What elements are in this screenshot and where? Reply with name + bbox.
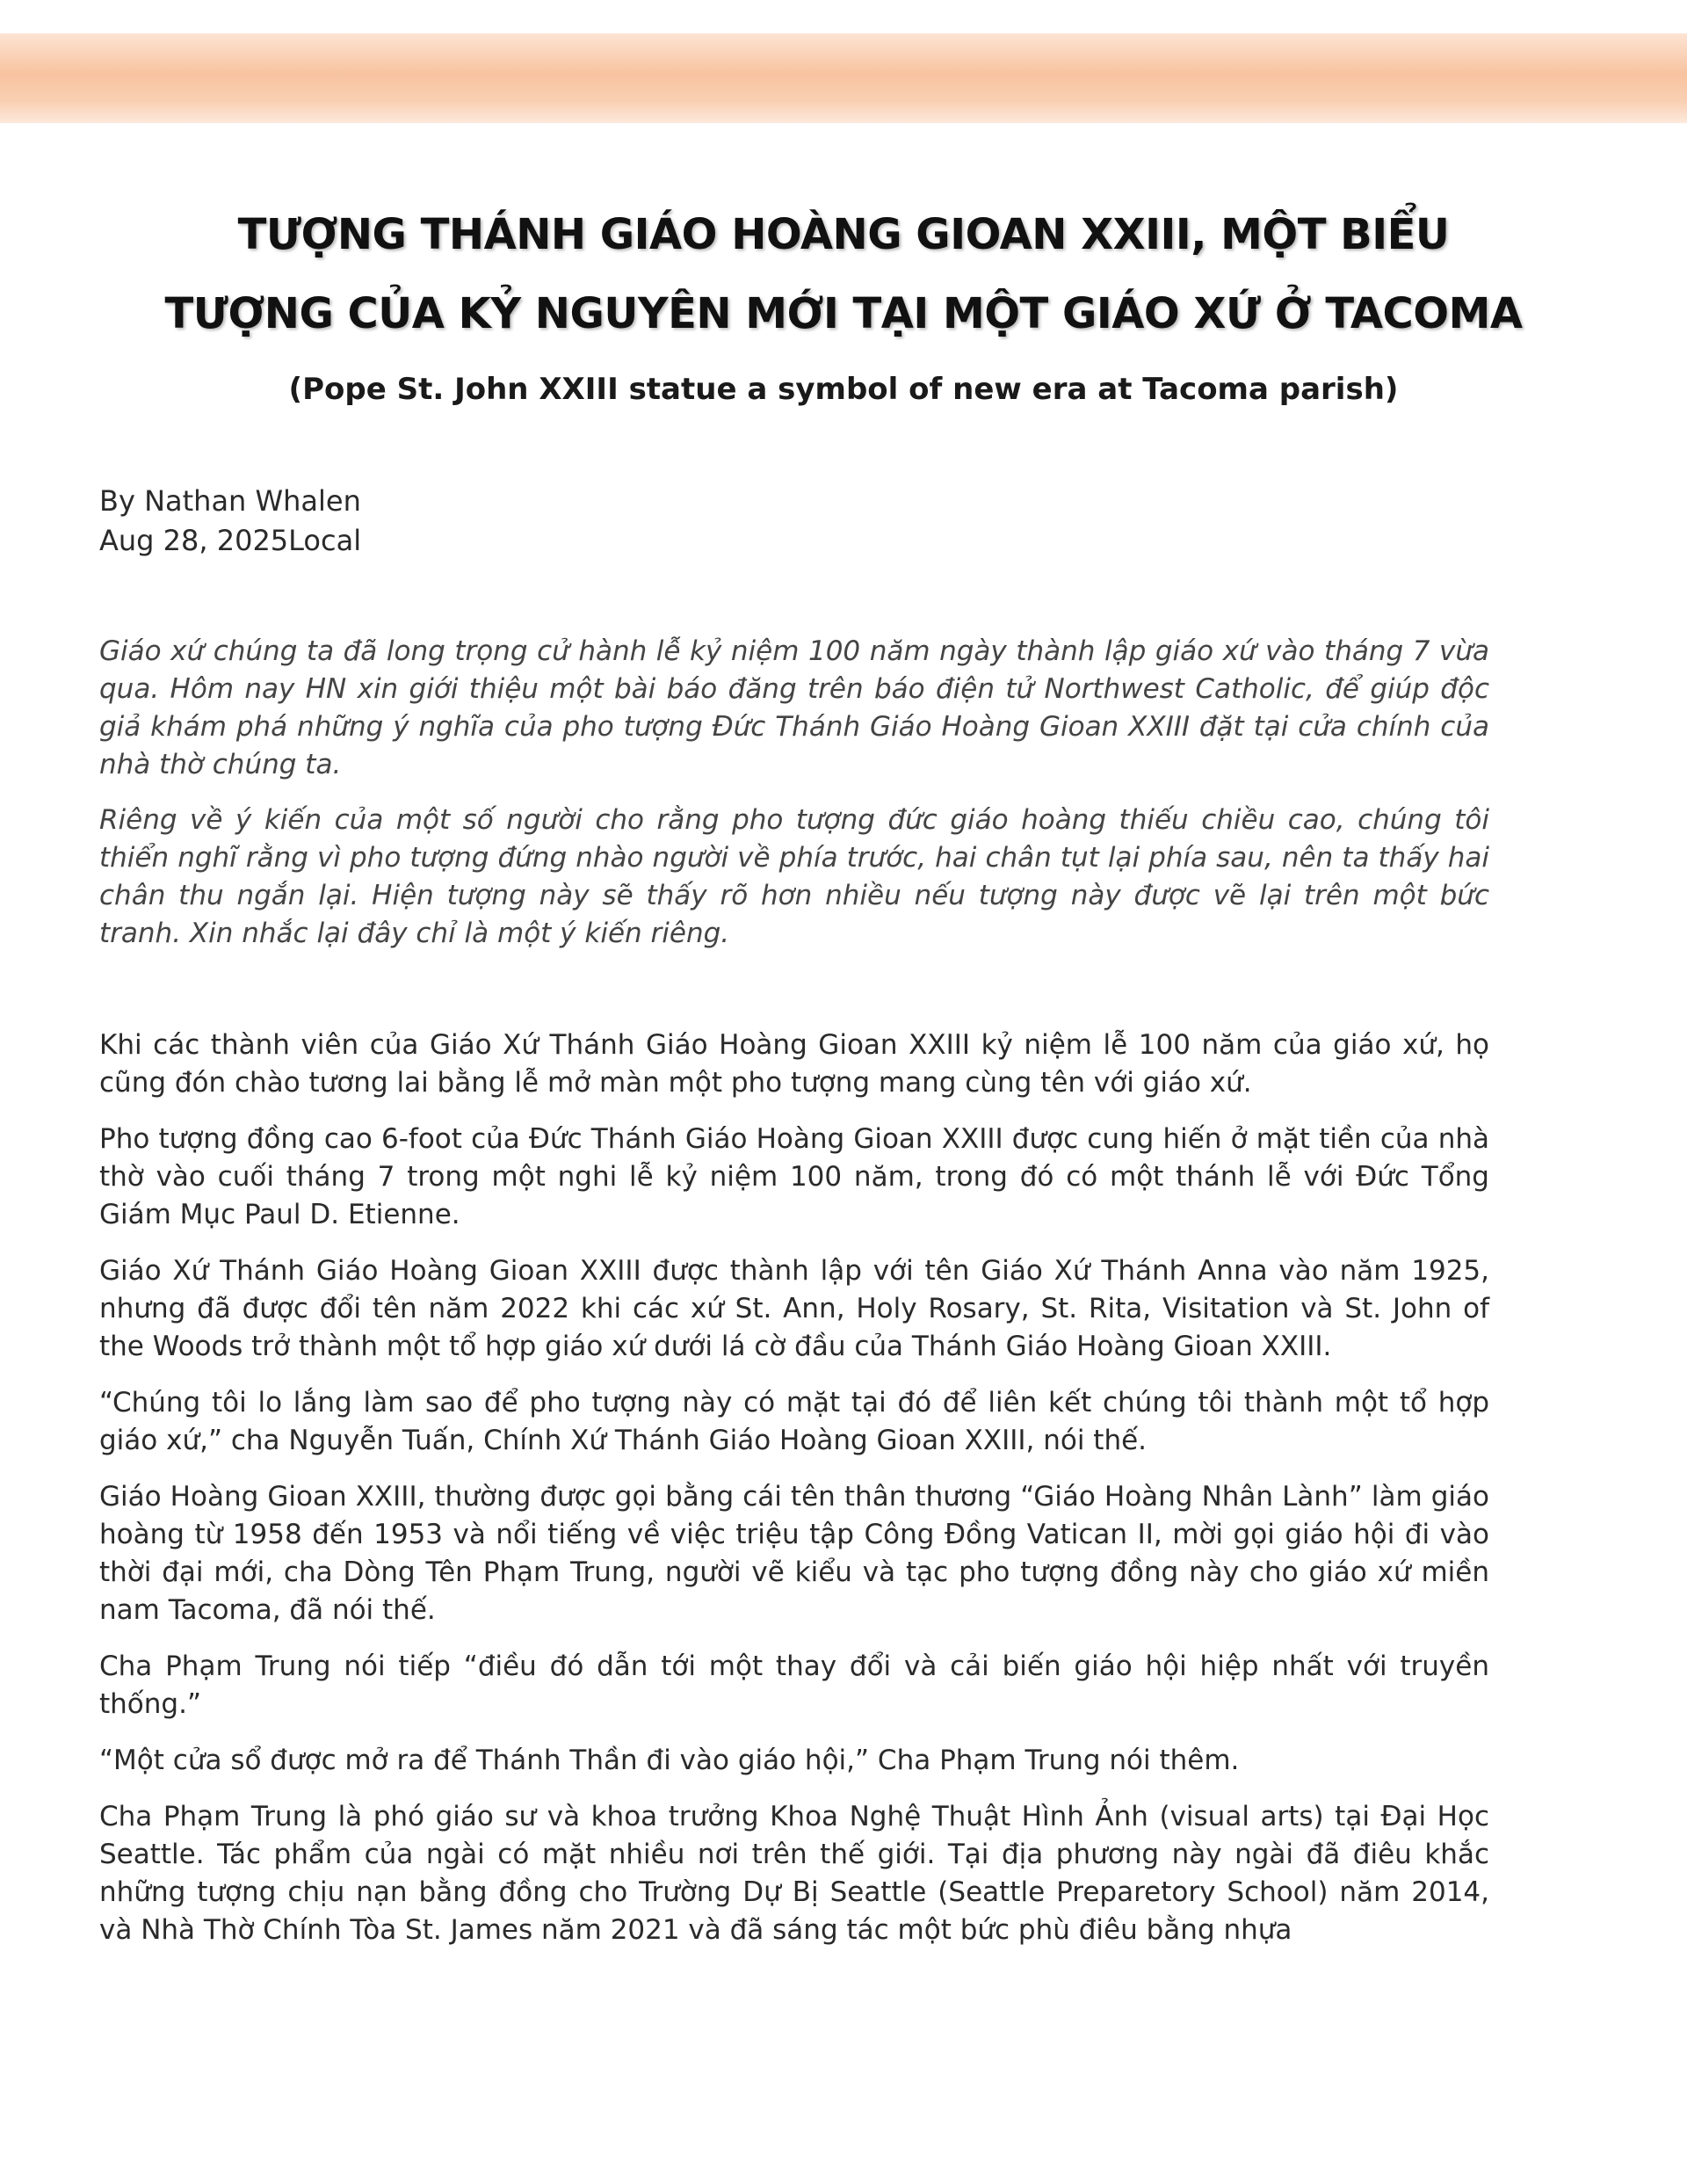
- body-paragraph: Pho tượng đồng cao 6-foot của Đức Thánh Giáo Hoàng Gioan XXIII được cung hiến ở mặt tiền của nhà thờ vào cuối tháng 7 trong một nghi lễ kỷ niệm 100 năm, trong đó có một thánh lễ với Đức Tổng Giám Mục Paul D. Etienne.: [99, 1123, 1489, 1230]
- body-paragraph: Khi các thành viên của Giáo Xứ Thánh Giáo Hoàng Gioan XXIII kỷ niệm lễ 100 năm của giáo xứ, họ cũng đón chào tương lai bằng lễ mở màn một pho tượng mang cùng tên với giáo xứ.: [99, 1029, 1489, 1099]
- body-paragraph: Giáo Hoàng Gioan XXIII, thường được gọi bằng cái tên thân thương “Giáo Hoàng Nhân Lành” làm giáo hoàng từ 1958 đến 1953 và nổi tiếng về việc triệu tập Công Đồng Vatican II, mời gọi giáo hội đi vào thời đại mới, cha Dòng Tên Phạm Trung, người vẽ kiểu và tạc pho tượng đồng này cho giáo xứ miền nam Tacoma, đã nói thế.: [99, 1481, 1489, 1626]
- byline-block: [99, 482, 978, 561]
- intro-paragraph: Giáo xứ chúng ta đã long trọng cử hành lễ kỷ niệm 100 năm ngày thành lập giáo xứ vào tháng 7 vừa qua. Hôm nay HN xin giới thiệu một bài báo đăng trên báo điện tử Northwest Catholic, để giúp độc giả khám phá những ý nghĩa của pho tượng Đức Thánh Giáo Hoàng Gioan XXIII đặt tại cửa chính của nhà thờ chúng ta.: [99, 635, 1489, 780]
- author-line: By Nathan Whalen: [99, 484, 361, 518]
- date-line: Aug 28, 2025Local: [99, 524, 362, 557]
- body-paragraph: “Một cửa sổ được mở ra để Thánh Thần đi vào giáo hội,” Cha Phạm Trung nói thêm.: [99, 1745, 1240, 1776]
- title-line-2: TƯỢNG CỦA KỶ NGUYÊN MỚI TẠI MỘT GIÁO XỨ Ở TACOMA: [164, 289, 1523, 338]
- article-body: [99, 1027, 1489, 1968]
- header-band: [0, 33, 1687, 123]
- body-paragraph: Giáo Xứ Thánh Giáo Hoàng Gioan XXIII được thành lập với tên Giáo Xứ Thánh Anna vào năm 1925, nhưng đã được đổi tên năm 2022 khi các xứ St. Ann, Holy Rosary, St. Rita, Visitation và St. John of the Woods trở thành một tổ hợp giáo xứ dưới lá cờ đầu của Thánh Giáo Hoàng Gioan XXIII.: [99, 1255, 1489, 1362]
- body-paragraph: Cha Phạm Trung là phó giáo sư và khoa trưởng Khoa Nghệ Thuật Hình Ảnh (visual arts) tại Đại Học Seattle. Tác phẩm của ngài có mặt nhiều nơi trên thế giới. Tại địa phương này ngài đã điêu khắc những tượng chịu nạn bằng đồng cho Trường Dự Bị Seattle (Seattle Preparetory School) năm 2014, và Nhà Thờ Chính Tòa St. James năm 2021 và đã sáng tác một bức phù điêu bằng nhựa: [99, 1801, 1489, 1946]
- article-title: [53, 195, 1634, 353]
- title-line-1: TƯỢNG THÁNH GIÁO HOÀNG GIOAN XXIII, MỘT BIỂU: [237, 210, 1450, 259]
- article-subtitle: (Pope St. John XXIII statue a symbol of new era at Tacoma parish): [288, 372, 1399, 407]
- body-paragraph: Cha Phạm Trung nói tiếp “điều đó dẫn tới một thay đổi và cải biến giáo hội hiệp nhất với truyền thống.”: [99, 1651, 1489, 1720]
- body-paragraph: “Chúng tôi lo lắng làm sao để pho tượng này có mặt tại đó để liên kết chúng tôi thành một tổ hợp giáo xứ,” cha Nguyễn Tuấn, Chính Xứ Thánh Giáo Hoàng Gioan XXIII, nói thế.: [99, 1387, 1489, 1456]
- editor-intro: [99, 633, 1489, 970]
- intro-paragraph: Riêng về ý kiến của một số người cho rằng pho tượng đức giáo hoàng thiếu chiều cao, chúng tôi thiển nghĩ rằng vì pho tượng đứng nhào người về phía trước, hai chân tụt lại phía sau, nên ta thấy hai chân thu ngắn lại. Hiện tượng này sẽ thấy rõ hơn nhiều nếu tượng này được vẽ lại trên một bức tranh. Xin nhắc lại đây chỉ là một ý kiến riêng.: [99, 804, 1489, 949]
